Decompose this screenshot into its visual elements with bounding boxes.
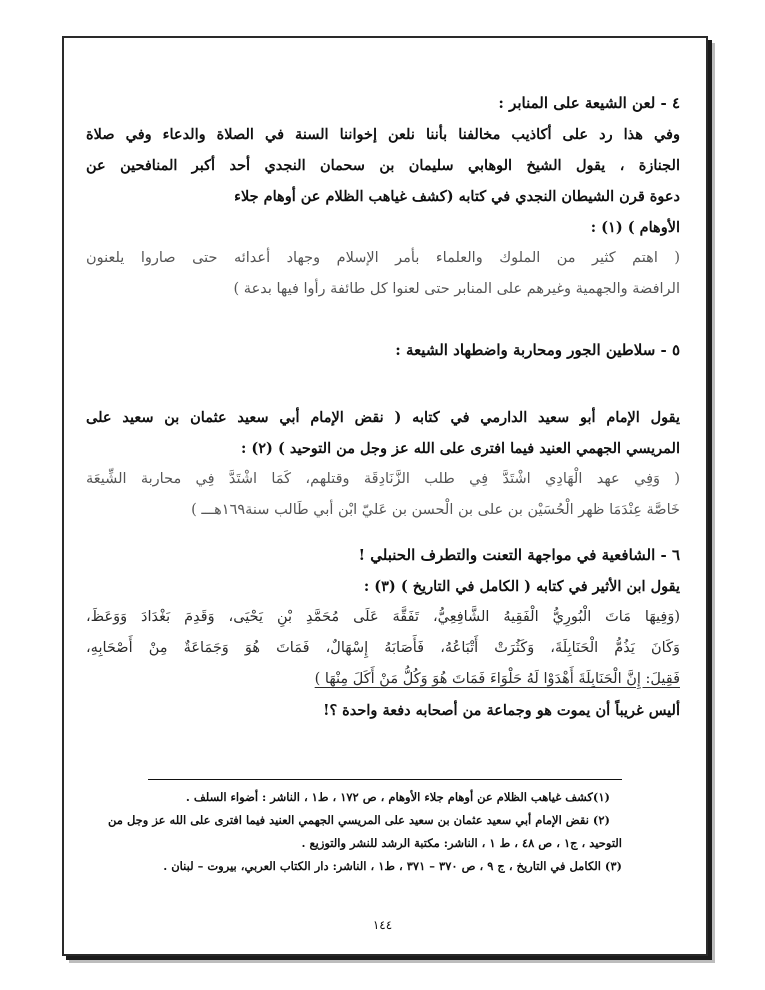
section-6-quote-1: (وَفِيهَا مَاتَ الْبُورِيُّ الْفَقِيهُ الشَّافِعِيُّ، تَفَقَّهَ عَلَى مُحَمَّدِ بْنِ يَحْيَى، وَقَدِمَ بَغْدَادَ وَوَعَظَ،: [86, 609, 680, 625]
section-5-line-1: يقول الإمام أبو سعيد الدارمي في كتابه ( نقض الإمام أبي سعيد عثمان بن سعيد على: [86, 409, 680, 426]
section-4-heading: ٤ - لعن الشيعة على المنابر :: [498, 94, 680, 112]
section-6-closing: أليس غريباً أن يموت هو وجماعة من أصحابه دفعة واحدة ؟!: [323, 702, 680, 719]
footnote-2-continued: التوحيد ، ج١ ، ص ٤٨ ، ط ١ ، الناشر: مكتبة الرشد للنشر والتوزيع .: [301, 836, 622, 850]
section-5-heading: ٥ - سلاطين الجور ومحاربة واضطهاد الشيعة :: [395, 341, 680, 359]
footnotes: [108, 786, 622, 878]
section-4-quote-2: الرافضة والجهمية وغيرهم على المنابر حتى لعنوا كل طائفة رأوا فيها بدعة ): [233, 281, 680, 297]
section-4-line-2: الجنازة ، يقول الشيخ الوهابي سليمان بن سحمان النجدي أحد أكبر المنافحين عن: [86, 157, 680, 174]
section-4-line-3: دعوة قرن الشيطان النجدي في كتابه (كشف غياهب الظلام عن أوهام جلاء: [234, 188, 680, 205]
section-6-quote-3: فَقِيلَ: إِنَّ الْحَنَابِلَةَ أَهْدَوْا لَهُ حَلْوَاءَ فَمَاتَ هُوَ وَكُلُّ مَنْ أَكَلَ مِنْهَا ): [314, 671, 680, 687]
footnote-1: (١)كشف غياهب الظلام عن أوهام جلاء الأوهام ، ص ١٧٢ ، ط١ ، الناشر : أضواء السلف .: [185, 790, 610, 804]
section-4-line-1: وفي هذا رد على أكاذيب مخالفنا بأننا نلعن إخواننا السنة في الصلاة والدعاء وفي صلاة: [86, 126, 680, 143]
section-5-quote-2: خَاصَّة عِنْدَمَا ظهر الْحُسَيْن بن على بن الْحسن بن عَليّ ابْن أبي طَالب سنة١٦٩هـــ ): [191, 502, 680, 518]
footnote-2: (٢) نقض الإمام أبي سعيد عثمان بن سعيد على المريسي الجهمي العنيد فيما افترى على الله عز وجل من: [108, 813, 610, 827]
section-4-line-4: الأوهام ) (١) :: [590, 219, 680, 236]
page-number: ١٤٤: [372, 918, 393, 932]
section-6-heading: ٦ - الشافعية في مواجهة التعنت والتطرف الحنبلي !: [358, 546, 680, 564]
footnote-divider: [148, 779, 622, 780]
section-5-quote-1: ( وَفِي عهد الْهَادِي اشْتَدَّ فِي طلب الزَّنَادِقَة وقتلهم، كَمَا اشْتَدَّ فِي محاربة الشِّيعَة: [86, 471, 680, 487]
section-5-line-2: المريسي الجهمي العنيد فيما افترى على الله عز وجل من التوحيد ) (٢) :: [240, 440, 680, 457]
section-6-intro: يقول ابن الأثير في كتابه ( الكامل في التاريخ ) (٣) :: [363, 578, 680, 595]
page-body: [86, 88, 680, 726]
footnote-3: (٣) الكامل في التاريخ ، ج ٩ ، ص ٣٧٠ – ٣٧١ ، ط١ ، الناشر: دار الكتاب العربي، بيروت – لبنان .: [163, 859, 622, 873]
section-4-quote-1: ( اهتم كثير من الملوك والعلماء بأمر الإسلام وجهاد أعدائه حتى صاروا يلعنون: [86, 250, 680, 266]
section-6-quote-2: وَكَانَ يَذُمُّ الْحَنَابِلَةَ، وَكَثُرَتْ أَتْبَاعُهُ، فَأَصَابَهُ إِسْهَالٌ، فَمَاتَ هُوَ وَجَمَاعَةٌ مِنْ أَصْحَابِهِ،: [86, 640, 680, 656]
